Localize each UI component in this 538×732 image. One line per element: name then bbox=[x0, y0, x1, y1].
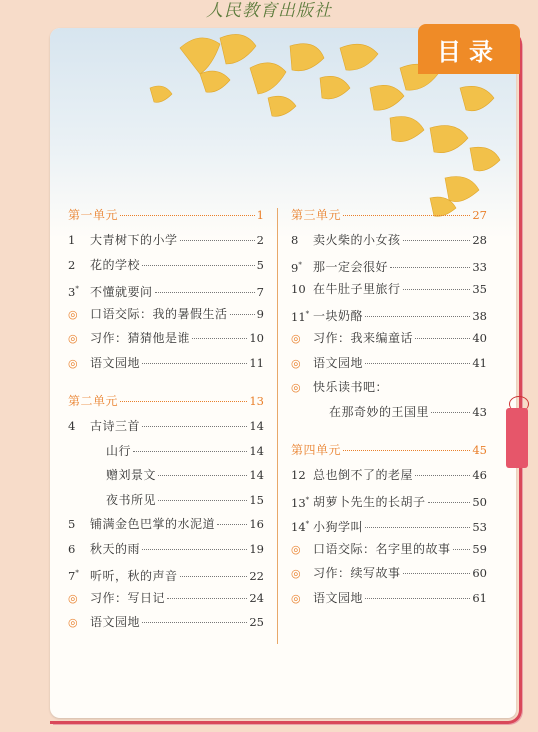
unit-heading[interactable] bbox=[68, 206, 264, 228]
lesson-number: 2 bbox=[68, 257, 76, 272]
entry-page: 19 bbox=[249, 541, 264, 556]
entry-title: 快乐读书吧： bbox=[313, 380, 389, 394]
toc-entry[interactable] bbox=[68, 277, 264, 302]
toc-entry[interactable] bbox=[291, 586, 487, 611]
toc-entry[interactable] bbox=[68, 610, 264, 635]
entry-title: 语文园地 bbox=[313, 355, 364, 370]
toc-left-column bbox=[68, 206, 264, 635]
entry-page: 14 bbox=[249, 443, 264, 458]
toc-entry[interactable] bbox=[68, 488, 264, 513]
toc-entry[interactable] bbox=[68, 228, 264, 253]
toc-entry[interactable] bbox=[291, 277, 487, 302]
circle-bullet-icon: ◎ bbox=[291, 542, 301, 556]
unit-page: 1 bbox=[256, 208, 264, 222]
toc-entry[interactable] bbox=[68, 463, 264, 488]
leader-dots bbox=[365, 316, 470, 317]
entry-title: 花的学校 bbox=[90, 257, 141, 272]
leader-dots bbox=[431, 412, 470, 413]
entry-title: 山行 bbox=[106, 443, 132, 458]
entry-page: 9 bbox=[256, 306, 264, 321]
leader-dots bbox=[403, 289, 471, 290]
toc-entry[interactable] bbox=[68, 586, 264, 611]
toc-entry[interactable] bbox=[291, 561, 487, 586]
entry-page: 40 bbox=[472, 331, 487, 345]
entry-page: 59 bbox=[472, 541, 487, 556]
leader-dots bbox=[428, 502, 471, 503]
star-mark: * bbox=[75, 569, 79, 577]
lesson-number: 8 bbox=[291, 233, 299, 247]
entry-title: 小狗学叫 bbox=[313, 519, 364, 534]
entry-page: 11 bbox=[249, 355, 264, 370]
entry-title: 听听，秋的声音 bbox=[90, 568, 178, 583]
entry-title: 那一定会很好 bbox=[313, 260, 389, 275]
toc-title: 目录 bbox=[418, 24, 520, 74]
entry-title: 赠刘景文 bbox=[106, 468, 157, 482]
entry-title: 卖火柴的小女孩 bbox=[313, 233, 401, 247]
toc-entry[interactable] bbox=[291, 375, 487, 400]
leader-dots bbox=[120, 215, 255, 216]
unit-heading[interactable] bbox=[68, 392, 264, 414]
leader-dots bbox=[133, 451, 247, 452]
leader-dots bbox=[155, 292, 255, 293]
toc-entry[interactable] bbox=[68, 439, 264, 464]
lesson-number: 4 bbox=[68, 419, 76, 433]
toc-entry[interactable] bbox=[68, 414, 264, 439]
entry-title: 习作：猜猜他是谁 bbox=[90, 331, 191, 345]
leader-dots bbox=[120, 401, 247, 402]
leader-dots bbox=[453, 549, 471, 550]
toc-entry[interactable] bbox=[291, 463, 487, 488]
entry-title: 胡萝卜先生的长胡子 bbox=[313, 495, 426, 510]
leader-dots bbox=[390, 267, 470, 268]
leader-dots bbox=[343, 215, 470, 216]
toc-entry[interactable] bbox=[68, 537, 264, 562]
entry-page: 38 bbox=[472, 309, 487, 324]
bookmark-tag bbox=[506, 408, 528, 468]
entry-page: 46 bbox=[472, 468, 487, 482]
leader-dots bbox=[142, 426, 247, 427]
leader-dots bbox=[403, 240, 471, 241]
lesson-number: 5 bbox=[68, 517, 76, 531]
toc-entry[interactable] bbox=[291, 253, 487, 278]
leader-dots bbox=[365, 527, 470, 528]
lesson-number: 1 bbox=[68, 233, 76, 247]
toc-entry[interactable] bbox=[291, 228, 487, 253]
entry-page: 24 bbox=[249, 590, 264, 605]
circle-bullet-icon: ◎ bbox=[68, 332, 78, 345]
entry-title: 语文园地 bbox=[313, 590, 364, 605]
leader-dots bbox=[142, 549, 247, 550]
entry-title: 铺满金色巴掌的水泥道 bbox=[90, 517, 216, 531]
entry-title: 一块奶酪 bbox=[313, 309, 364, 324]
entry-page: 60 bbox=[472, 566, 487, 580]
entry-page: 15 bbox=[249, 492, 264, 507]
circle-bullet-icon: ◎ bbox=[291, 332, 301, 345]
unit-page: 13 bbox=[249, 394, 264, 408]
lesson-number: 10 bbox=[291, 282, 306, 296]
entry-page: 33 bbox=[472, 260, 487, 275]
unit-page: 27 bbox=[472, 208, 487, 222]
entry-title: 大青树下的小学 bbox=[90, 233, 178, 247]
toc-entry[interactable] bbox=[291, 400, 487, 425]
star-mark: * bbox=[298, 260, 302, 269]
circle-bullet-icon: ◎ bbox=[68, 591, 78, 605]
leader-dots bbox=[192, 338, 247, 339]
entry-page: 5 bbox=[256, 257, 264, 272]
leader-dots bbox=[142, 363, 247, 364]
entry-title: 夜书所见 bbox=[106, 492, 157, 507]
lesson-number: 7* bbox=[68, 568, 79, 583]
entry-title: 在那奇妙的王国里 bbox=[329, 404, 430, 419]
entry-title: 语文园地 bbox=[90, 355, 141, 370]
leader-dots bbox=[180, 576, 248, 577]
entry-title: 秋天的雨 bbox=[90, 541, 141, 556]
circle-bullet-icon: ◎ bbox=[68, 307, 78, 321]
lesson-number: 3* bbox=[68, 284, 79, 299]
entry-title: 习作：写日记 bbox=[90, 590, 166, 605]
circle-bullet-icon: ◎ bbox=[291, 567, 301, 580]
toc-entry[interactable] bbox=[68, 351, 264, 376]
leader-dots bbox=[142, 265, 255, 266]
star-mark: * bbox=[305, 520, 310, 528]
entry-title: 总也倒不了的老屋 bbox=[313, 468, 414, 482]
entry-title: 口语交际：名字里的故事 bbox=[313, 541, 451, 556]
unit-heading[interactable] bbox=[291, 441, 487, 463]
circle-bullet-icon: ◎ bbox=[68, 616, 78, 629]
leader-dots bbox=[343, 450, 470, 451]
entry-title: 语文园地 bbox=[90, 615, 141, 629]
unit-label: 第四单元 bbox=[291, 443, 342, 457]
entry-page: 2 bbox=[256, 233, 264, 247]
entry-page: 61 bbox=[472, 590, 487, 605]
leader-dots bbox=[158, 500, 247, 501]
leader-dots bbox=[167, 598, 247, 599]
toc-entry[interactable] bbox=[291, 302, 487, 327]
entry-title: 古诗三首 bbox=[90, 419, 141, 433]
toc-entry[interactable] bbox=[68, 253, 264, 278]
entry-title: 习作：续写故事 bbox=[313, 566, 401, 580]
lesson-number: 13* bbox=[291, 495, 310, 510]
circle-bullet-icon: ◎ bbox=[68, 356, 78, 370]
unit-heading[interactable] bbox=[291, 206, 487, 228]
entry-page: 16 bbox=[249, 517, 264, 531]
toc-entry[interactable] bbox=[68, 326, 264, 351]
unit-label: 第一单元 bbox=[68, 208, 119, 222]
toc-entry[interactable] bbox=[68, 561, 264, 586]
leader-dots bbox=[403, 573, 471, 574]
entry-page: 14 bbox=[249, 468, 264, 482]
star-mark: * bbox=[305, 495, 310, 504]
leader-dots bbox=[365, 598, 470, 599]
entry-page: 41 bbox=[472, 355, 487, 370]
entry-page: 22 bbox=[249, 568, 264, 583]
entry-page: 7 bbox=[256, 284, 264, 299]
toc-entry[interactable] bbox=[291, 351, 487, 376]
lesson-number: 9* bbox=[291, 260, 302, 275]
publisher-logo: 人民教育出版社 bbox=[206, 1, 332, 21]
toc-entry[interactable] bbox=[291, 512, 487, 537]
toc-entry[interactable] bbox=[68, 512, 264, 537]
circle-bullet-icon: ◎ bbox=[291, 356, 301, 370]
lesson-number: 6 bbox=[68, 541, 76, 556]
toc-entry[interactable] bbox=[291, 488, 487, 513]
entry-title: 习作：我来编童话 bbox=[313, 331, 414, 345]
toc-right-column bbox=[291, 206, 487, 610]
entry-page: 43 bbox=[472, 404, 487, 419]
circle-bullet-icon: ◎ bbox=[291, 591, 301, 605]
column-divider bbox=[277, 208, 278, 644]
entry-page: 25 bbox=[249, 615, 264, 629]
leader-dots bbox=[142, 622, 247, 623]
toc-entry[interactable] bbox=[291, 537, 487, 562]
entry-page: 28 bbox=[472, 233, 487, 247]
unit-label: 第二单元 bbox=[68, 394, 119, 408]
lesson-number: 11* bbox=[291, 309, 310, 324]
leader-dots bbox=[365, 363, 470, 364]
entry-title: 口语交际：我的暑假生活 bbox=[90, 306, 228, 321]
toc-entry[interactable] bbox=[291, 326, 487, 351]
star-mark: * bbox=[305, 309, 310, 318]
entry-page: 53 bbox=[472, 519, 487, 534]
entry-title: 在牛肚子里旅行 bbox=[313, 282, 401, 296]
unit-page: 45 bbox=[472, 443, 487, 457]
entry-page: 10 bbox=[249, 331, 264, 345]
entry-page: 14 bbox=[249, 419, 264, 433]
leader-dots bbox=[415, 338, 470, 339]
unit-label: 第三单元 bbox=[291, 208, 342, 222]
lesson-number: 14* bbox=[291, 519, 310, 534]
entry-page: 50 bbox=[472, 495, 487, 510]
leader-dots bbox=[180, 240, 255, 241]
lesson-number: 12 bbox=[291, 468, 306, 482]
entry-title: 不懂就要问 bbox=[90, 284, 153, 299]
leader-dots bbox=[158, 475, 247, 476]
leader-dots bbox=[230, 314, 255, 315]
star-mark: * bbox=[75, 285, 79, 293]
leader-dots bbox=[217, 524, 247, 525]
circle-bullet-icon: ◎ bbox=[291, 381, 301, 394]
entry-page: 35 bbox=[472, 282, 487, 296]
toc-entry[interactable] bbox=[68, 302, 264, 327]
leader-dots bbox=[415, 475, 470, 476]
